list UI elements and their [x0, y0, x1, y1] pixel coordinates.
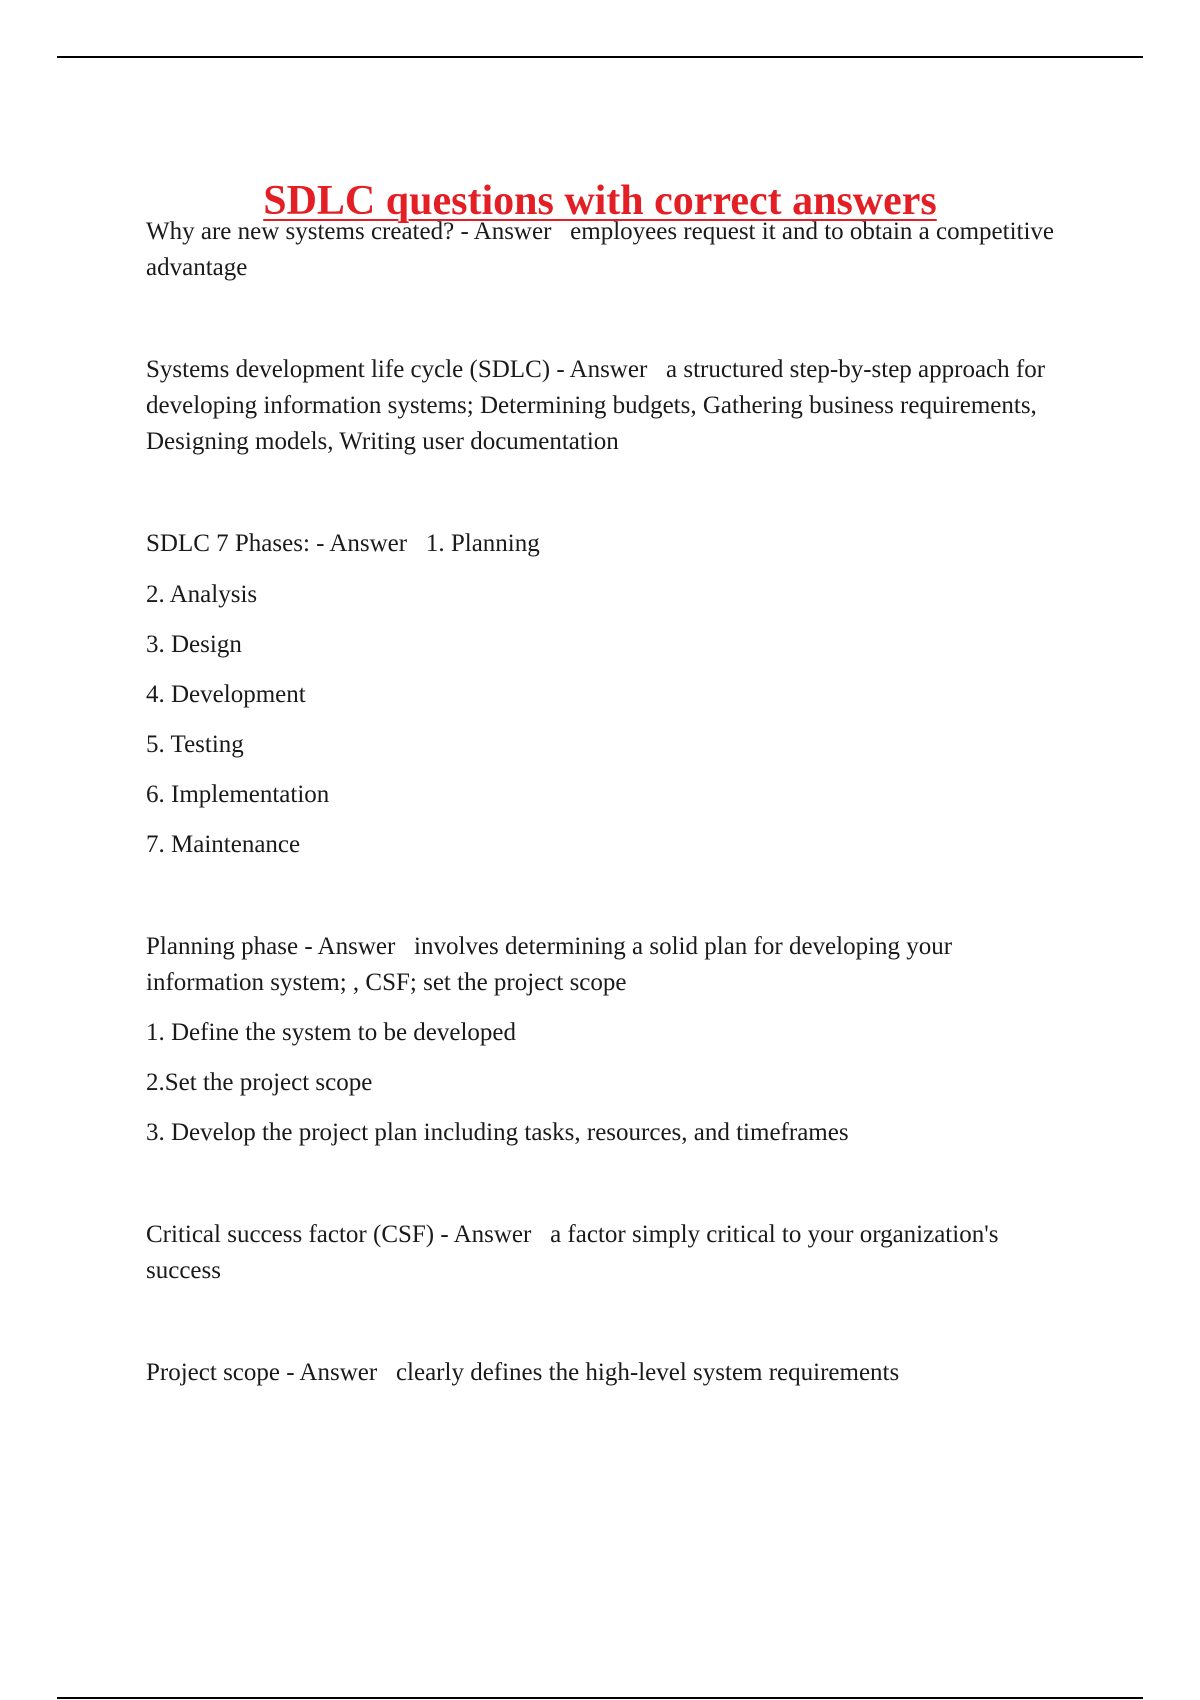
list-item: 5. Testing [146, 731, 244, 758]
qa-entry-project-scope [146, 1355, 1076, 1391]
list-item: 2.Set the project scope [146, 1069, 373, 1096]
qa-text: Why are new systems created? - Answer employees request it and to obtain a competitive advantage [146, 218, 1061, 281]
qa-entry-csf [146, 1217, 1076, 1289]
top-rule [57, 56, 1143, 58]
qa-entry-why-new-systems [146, 214, 1076, 286]
bottom-rule [57, 1697, 1143, 1699]
qa-text: Project scope - Answer clearly defines the high-level system requirements [146, 1359, 900, 1386]
qa-text: Critical success factor (CSF) - Answer a factor simply critical to your organization's success [146, 1221, 1005, 1284]
qa-text: Systems development life cycle (SDLC) - Answer a structured step-by-step approach for developing information systems; Determining budgets, Gathering business requirements, Designing models, Writing user documentation [146, 356, 1052, 455]
qa-text: Planning phase - Answer involves determining a solid plan for developing your information system; , CSF; set the project scope [146, 933, 959, 996]
qa-entry-sdlc-phases [146, 526, 1076, 863]
qa-entry-sdlc-definition [146, 352, 1076, 460]
document-body [146, 214, 1076, 1391]
list-item: 7. Maintenance [146, 831, 301, 858]
list-item: 1. Define the system to be developed [146, 1019, 517, 1046]
document-title: SDLC questions with correct answers [263, 178, 937, 225]
list-item: 2. Analysis [146, 581, 258, 608]
list-item: 3. Develop the project plan including tasks, resources, and timeframes [146, 1119, 849, 1146]
qa-text: SDLC 7 Phases: - Answer 1. Planning [146, 530, 540, 557]
list-item: 3. Design [146, 631, 242, 658]
qa-entry-planning-phase [146, 929, 1076, 1151]
list-item: 4. Development [146, 681, 306, 708]
list-item: 6. Implementation [146, 781, 330, 808]
